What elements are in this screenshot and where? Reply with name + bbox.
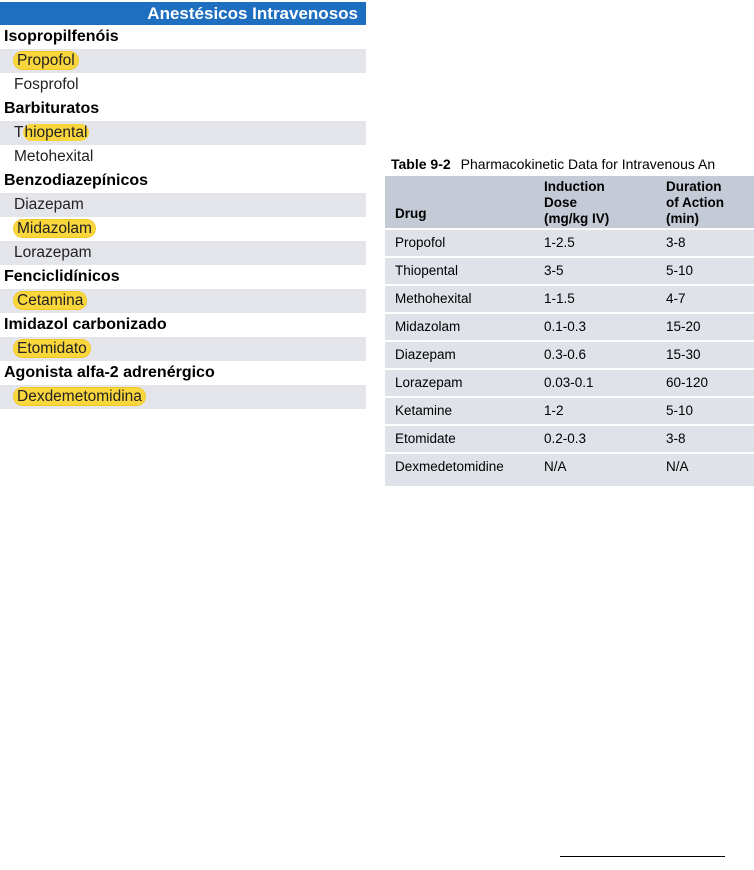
cell-duration: 5-10 — [666, 403, 694, 418]
header-dose-line: Dose — [544, 195, 578, 210]
table-row — [385, 424, 754, 452]
table-row — [385, 452, 754, 480]
list-item — [0, 217, 366, 241]
anesthetics-list — [0, 2, 366, 409]
cell-drug: Ketamine — [395, 403, 453, 418]
list-item — [0, 49, 366, 73]
header-drug: Drug — [395, 206, 427, 221]
item-label: Metohexital — [14, 148, 94, 165]
header-duration — [666, 179, 724, 227]
header-duration-line: (min) — [666, 211, 699, 226]
category-heading: Agonista alfa-2 adrenérgico — [0, 361, 366, 385]
list-header: Anestésicos Intravenosos — [0, 2, 366, 25]
header-induction-dose — [544, 179, 609, 227]
cell-duration: 5-10 — [666, 263, 694, 278]
item-label: T — [14, 124, 24, 141]
list-item — [0, 73, 366, 97]
cell-dose: 3-5 — [544, 263, 564, 278]
list-item — [0, 385, 366, 409]
header-dose-line: (mg/kg IV) — [544, 211, 610, 226]
cell-drug: Dexmedetomidine — [395, 459, 504, 474]
item-label-highlighted: hiopental — [24, 124, 88, 141]
category-heading: Fenciclidínicos — [0, 265, 366, 289]
cell-drug: Methohexital — [395, 291, 472, 306]
item-label: Etomidato — [14, 340, 90, 357]
item-label: Lorazepam — [14, 244, 92, 261]
cell-drug: Diazepam — [395, 347, 456, 362]
cell-duration: N/A — [666, 459, 689, 474]
cell-dose: 1-1.5 — [544, 291, 575, 306]
cell-dose: 1-2 — [544, 403, 564, 418]
table-row — [385, 256, 754, 284]
cell-duration: 3-8 — [666, 235, 686, 250]
header-duration-line: Duration — [666, 179, 722, 194]
category-heading: Barbituratos — [0, 97, 366, 121]
item-label: Propofol — [14, 52, 78, 69]
cell-drug: Thiopental — [395, 263, 459, 278]
item-label: Cetamina — [14, 292, 86, 309]
table-row — [385, 340, 754, 368]
cell-duration: 15-20 — [666, 319, 701, 334]
list-body — [0, 25, 366, 409]
table-caption — [385, 152, 754, 176]
cell-dose: 0.03-0.1 — [544, 375, 594, 390]
cell-duration: 4-7 — [666, 291, 686, 306]
cell-drug: Propofol — [395, 235, 446, 250]
list-item — [0, 241, 366, 265]
category-heading: Imidazol carbonizado — [0, 313, 366, 337]
category-heading: Benzodiazepínicos — [0, 169, 366, 193]
item-label: Dexdemetomidina — [14, 388, 145, 405]
list-item — [0, 337, 366, 361]
cell-duration: 3-8 — [666, 431, 686, 446]
cell-dose: N/A — [544, 459, 567, 474]
table-title: Pharmacokinetic Data for Intravenous An — [460, 156, 716, 172]
item-label: Midazolam — [14, 220, 95, 237]
underline-rule — [560, 856, 725, 857]
cell-dose: 0.1-0.3 — [544, 319, 587, 334]
item-label: Fosprofol — [14, 76, 79, 93]
table-row — [385, 368, 754, 396]
list-item — [0, 121, 366, 145]
cell-drug: Etomidate — [395, 431, 456, 446]
cell-drug: Lorazepam — [395, 375, 463, 390]
category-heading: Isopropilfenóis — [0, 25, 366, 49]
table-row — [385, 284, 754, 312]
header-duration-line: of Action — [666, 195, 724, 210]
cell-duration: 60-120 — [666, 375, 709, 390]
list-item — [0, 289, 366, 313]
cell-drug: Midazolam — [395, 319, 461, 334]
cell-duration: 15-30 — [666, 347, 701, 362]
item-label: Diazepam — [14, 196, 84, 213]
table-row — [385, 228, 754, 256]
table-number: Table 9-2 — [391, 156, 451, 172]
header-dose-line: Induction — [544, 179, 605, 194]
table-row — [385, 312, 754, 340]
pharmacokinetic-table — [385, 152, 754, 486]
cell-dose: 0.3-0.6 — [544, 347, 587, 362]
cell-dose: 1-2.5 — [544, 235, 575, 250]
table-row — [385, 396, 754, 424]
list-item — [0, 145, 366, 169]
list-item — [0, 193, 366, 217]
cell-dose: 0.2-0.3 — [544, 431, 587, 446]
table-header-row — [385, 176, 754, 228]
